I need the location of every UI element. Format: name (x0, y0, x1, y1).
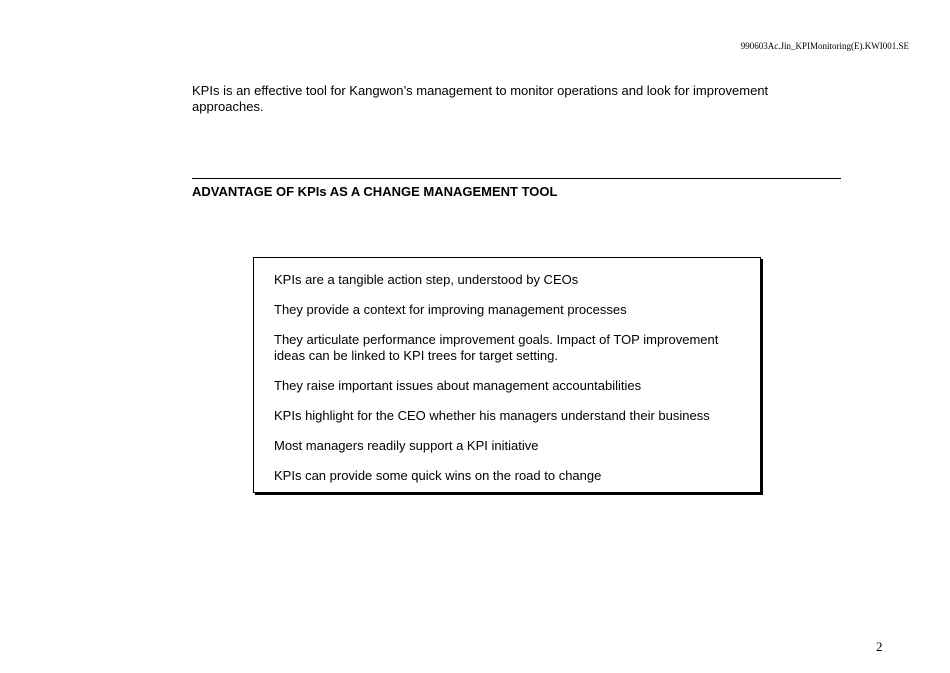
advantage-item: They articulate performance improvement goals. Impact of TOP improvement ideas can be linked to KPI trees for target setting. (274, 332, 719, 363)
section-heading: ADVANTAGE OF KPIs AS A CHANGE MANAGEMENT TOOL (192, 184, 558, 199)
intro-paragraph: KPIs is an effective tool for Kangwon’s management to monitor operations and look for improvement approaches. (192, 83, 769, 114)
advantage-item: Most managers readily support a KPI initiative (274, 438, 539, 453)
section-divider (192, 178, 841, 179)
advantage-item: KPIs are a tangible action step, understood by CEOs (274, 272, 579, 287)
advantages-list (254, 258, 760, 484)
advantages-box (253, 257, 761, 493)
advantage-item: KPIs highlight for the CEO whether his managers understand their business (274, 408, 710, 423)
advantage-item: They provide a context for improving management processes (274, 302, 627, 317)
advantage-item: They raise important issues about management accountabilities (274, 378, 642, 393)
page-number: 2 (876, 639, 883, 654)
advantage-item: KPIs can provide some quick wins on the road to change (274, 468, 602, 483)
document-id: 990603Ac.Jin_KPIMonitoring(E).KWI001.SE (740, 41, 909, 51)
